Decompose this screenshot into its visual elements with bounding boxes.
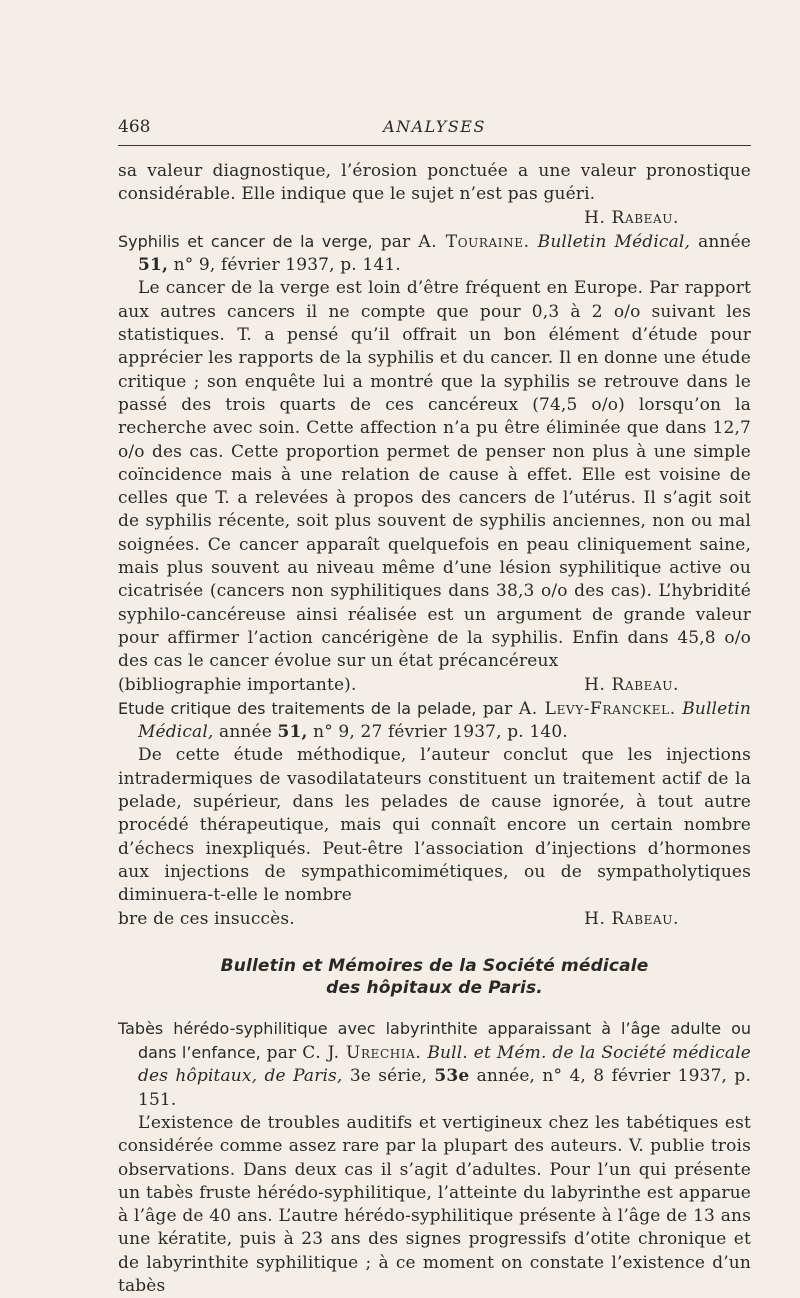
entry-title: Etude critique des traitements de la pelade, [118,698,477,718]
entry-author: A. Levy-Franckel. [518,698,676,719]
entry-journal: Bulletin Médical, [537,231,691,252]
entry-heading: Tabès hérédo-syphilitique avec labyrinthite apparaissant à l’âge adulte ou dans l’enfance, par C. J. Urechia. Bull. et Mém. de la Société médicale des hôpitaux, de Paris, 3e série, 53e année, n° 4, 8 février 1937, p. 151. [118,1018,752,1110]
page-header [118,117,751,139]
entry-body: Le cancer de la verge est loin d’être fréquent en Europe. Par rapport aux autres cancers il ne compte que pour 0,3 à 2 o/o suivant les statistiques. T. a pensé qu’il offrait un bon élément d’étude pour apprécier les rapports de la syphilis et du cancer. Il en donne une étude critique ; son enquête lui a montré que la syphilis se retrouve dans le passé des trois quarts de ces cancéreux (74,5 o/o) lorsqu’on la recherche avec soin. Cette affection n’a pu être éliminée que dans 12,7 o/o des cas. Cette proportion permet de penser non plus à une simple coïncidence mais à une relation de cause à effet. Elle est voisine de celles que T. a relevées à propos des cancers de l’utérus. Il s’agit soit de syphilis récente, soit plus souvent de syphilis anciennes, non ou mal soignées. Ce cancer apparaît quelquefois en peau cliniquement saine, mais plus souvent au niveau même d’une lésion syphilitique active ou cicatrisée (cancers non syphilitiques dans 38,3 o/o des cas). L’hybridité syphilo-cancéreuse ainsi réalisée est un argument de grande valeur pour affirmer l’action cancérigène de la syphilis. Enfin dans 45,8 o/o des cas le cancer évolue sur un état précancéreux [118,278,751,672]
entry-body: De cette étude méthodique, l’auteur conclut que les injections intradermiques de vasodilatateurs constituent un traitement actif de la pelade, supérieur, dans les pelades de cause ignorée, à tout autre procédé thérapeutique, mais qui connaît encore un certain nombre d’échecs inexpliqués. Peut-être l’association d’injections d’hormones aux injections de sympathicomimétiques, ou de sympatholytiques diminuera-t-elle le nombre [118,745,751,906]
section-title: Bulletin et Mémoires de la Société médicale des hôpitaux de Paris. [220,955,649,998]
entry-author: A. Touraine. [418,231,530,252]
header-rule [118,145,751,146]
signature: H. Rabeau. [584,207,679,228]
entry-author: C. J. Urechia. [302,1043,422,1064]
entry-heading: Syphilis et cancer de la verge, par A. Touraine. Bulletin Médical, année 51, n° 9, février 1937, p. 141. [118,231,752,276]
signature: H. Rabeau. [584,908,679,929]
continuation-text: sa valeur diagnostique, l’érosion ponctuée a une valeur pronostique considérable. Elle indique que le sujet n’est pas guéri. [118,161,751,205]
entry-body: L’existence de troubles auditifs et vertigineux chez les tabétiques est considérée comme assez rare par la plupart des auteurs. V. publie trois observations. Dans deux cas il s’agit d’adultes. Pour l’un qui présente un tabès fruste hérédo-syphilitique, l’atteinte du labyrinthe est apparue à l’âge de 40 ans. L’autre hérédo-syphilitique présente à l’âge de 13 ans une kératite, puis à 23 ans des signes progressifs d’otite chronique et de labyrinthite syphilitique ; à ce moment on constate l’existence d’un tabès [118,1112,751,1297]
running-title: ANALYSES [383,117,486,136]
entry-title: Tabès hérédo-syphilitique avec labyrinthite apparaissant à l’âge adulte ou dans l’enfance, [118,1018,751,1063]
entry-journal: Bulletin Médical, [138,698,751,743]
entry-journal: Bull. et Mém. de la Société médicale des hôpitaux, de Paris, [138,1043,752,1087]
entry-heading: Etude critique des traitements de la pelade, par A. Levy-Franckel. Bulletin Médical, année 51, n° 9, 27 février 1937, p. 140. [118,698,751,743]
page-content [118,160,751,1298]
page-number: 468 [118,117,151,137]
entry-closing-line: bre de ces insuccès. H. Rabeau. [118,908,751,931]
signature: H. Rabeau. [584,674,679,695]
entry-closing-line: (bibliographie importante). H. Rabeau. [118,674,751,697]
entry-title: Syphilis et cancer de la verge, [118,231,373,251]
